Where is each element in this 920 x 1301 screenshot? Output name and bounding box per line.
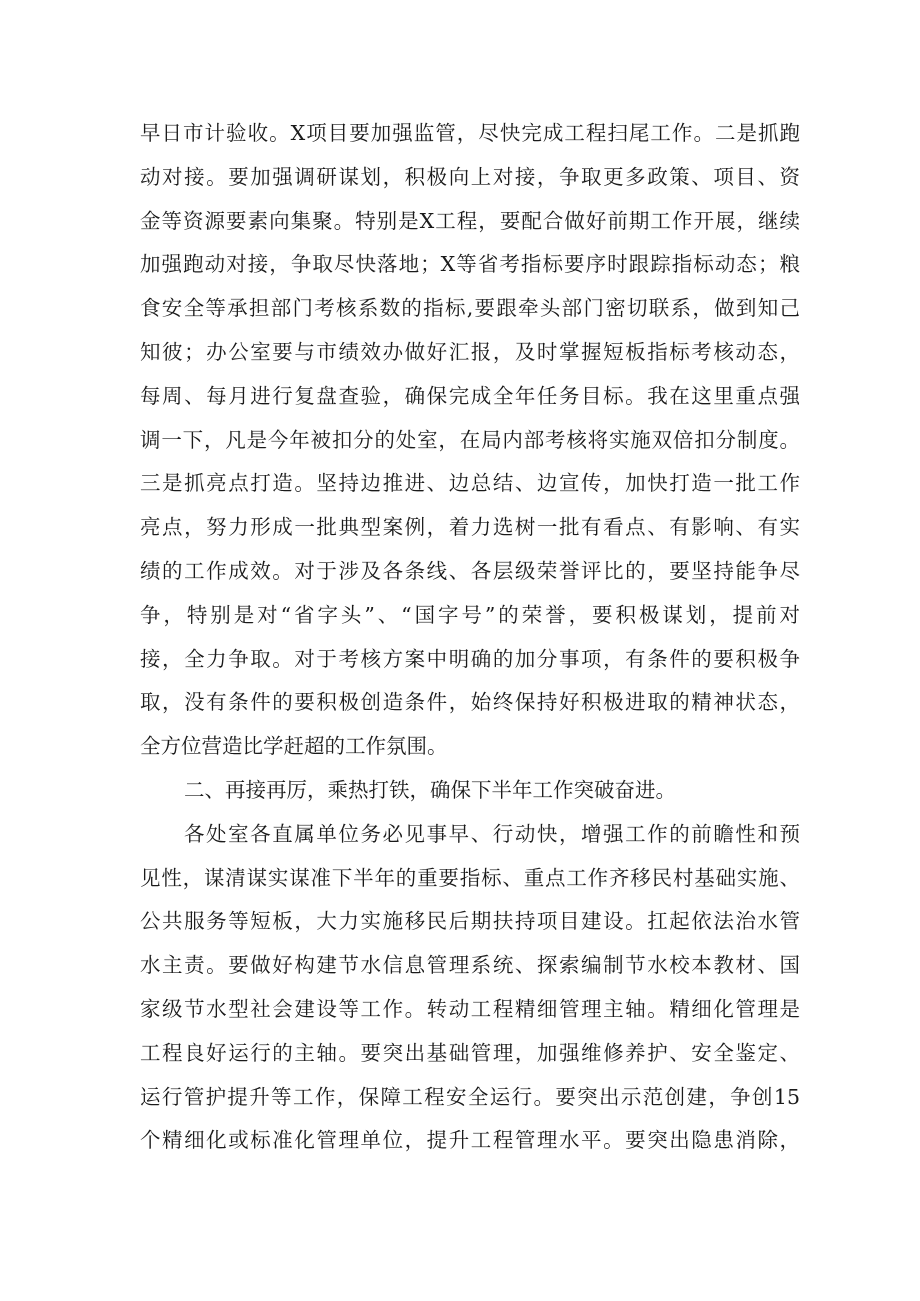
paragraph-2-line-7: 运行管护提升等工作，保障工程安全运行。要突出示范创建，争创15 [140, 1084, 800, 1109]
paragraph-1-line-3: 金等资源要素向集聚。特别是X工程，要配合做好前期工作开展，继续 [140, 208, 800, 233]
paragraph-1-line-5: 食安全等承担部门考核系数的指标,要跟牵头部门密切联系，做到知己 [140, 296, 800, 321]
paragraph-2-line-8: 个精细化或标准化管理单位，提升工程管理水平。要突出隐患消除， [140, 1128, 800, 1153]
document-body [140, 112, 800, 1163]
paragraph-2-line-2: 见性，谋清谋实谋准下半年的重要指标、重点工作齐移民村基础实施、 [140, 865, 800, 890]
paragraph-1-line-4: 加强跑动对接，争取尽快落地；X等省考指标要序时跟踪指标动态；粮 [140, 252, 800, 277]
paragraph-2-line-5: 家级节水型社会建设等工作。转动工程精细管理主轴。精细化管理是 [140, 996, 800, 1021]
paragraph-1-line-10: 亮点，努力形成一批典型案例，着力选树一批有看点、有影响、有实 [140, 515, 800, 540]
paragraph-2-line-1: 各处室各直属单位务必见事早、行动快，增强工作的前瞻性和预 [184, 821, 800, 846]
paragraph-1-line-15: 全方位营造比学赶超的工作氛围。 [140, 734, 448, 759]
section-heading-2: 二、再接再厉，乘热打铁，确保下半年工作突破奋进。 [184, 777, 676, 802]
paragraph-1-line-11: 绩的工作成效。对于涉及各条线、各层级荣誉评比的，要坚持能争尽 [140, 558, 800, 583]
paragraph-1-line-8: 调一下，凡是今年被扣分的处室，在局内部考核将实施双倍扣分制度。 [140, 427, 800, 452]
paragraph-2-line-4: 水主责。要做好构建节水信息管理系统、探索编制节水校本教材、国 [140, 953, 800, 978]
paragraph-1-line-13: 接，全力争取。对于考核方案中明确的加分事项，有条件的要积极争 [140, 646, 800, 671]
paragraph-2 [140, 813, 800, 1163]
paragraph-2-line-6: 工程良好运行的主轴。要突出基础管理，加强维修养护、安全鉴定、 [140, 1040, 800, 1065]
paragraph-1-line-9: 三是抓亮点打造。坚持边推进、边总结、边宣传，加快打造一批工作 [140, 471, 800, 496]
paragraph-1-line-6: 知彼；办公室要与市绩效办做好汇报，及时掌握短板指标考核动态， [140, 339, 800, 364]
paragraph-1-line-2: 动对接。要加强调研谋划，积极向上对接，争取更多政策、项目、资 [140, 164, 800, 189]
paragraph-1-line-1: 早日市计验收。X项目要加强监管，尽快完成工程扫尾工作。二是抓跑 [140, 121, 800, 145]
paragraph-1-line-12: 争，特别是对“省字头”、“国字号”的荣誉，要积极谋划，提前对 [140, 602, 800, 627]
paragraph-1 [140, 112, 800, 769]
paragraph-1-line-14: 取，没有条件的要积极创造条件，始终保持好积极进取的精神状态， [140, 690, 800, 715]
paragraph-2-line-3: 公共服务等短板，大力实施移民后期扶持项目建设。扛起依法治水管 [140, 909, 800, 934]
paragraph-1-line-7: 每周、每月进行复盘查验，确保完成全年任务目标。我在这里重点强 [140, 383, 800, 408]
